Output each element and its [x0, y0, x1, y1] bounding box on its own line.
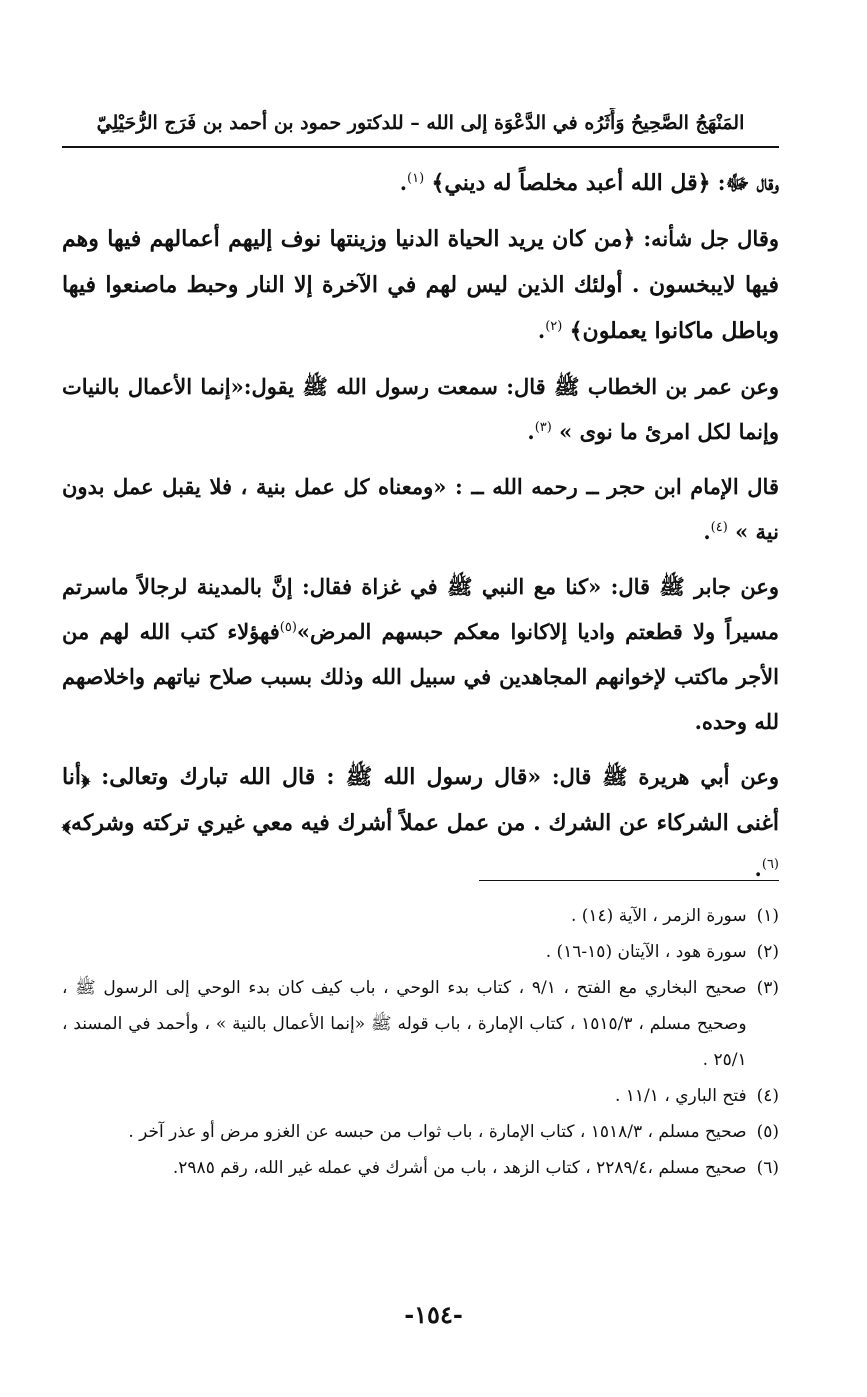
footnote-reference: (٢) [545, 319, 563, 334]
footnote-number: (١) [756, 906, 779, 926]
footnote [62, 1078, 779, 1114]
paragraph [62, 464, 779, 554]
footnote-text: صحيح مسلم ، ١٥١٨/٣ ، كتاب الإمارة ، باب ثواب من حبسه عن الغزو مرض أو عذر آخر . [128, 1122, 747, 1142]
paragraph [62, 160, 779, 206]
hadith-quote: «إنما الأعمال بالنيات وإنما لكل امرئ ما نوى » [62, 374, 779, 444]
footnote-text: صحيح مسلم ،٢٢٨٩/٤ ، كتاب الزهد ، باب من أشرك في عمله غير الله، رقم ٢٩٨٥. [172, 1158, 747, 1178]
paragraph-tail: . [754, 856, 762, 881]
footnote-text: سورة الزمر ، الآية (١٤) . [570, 906, 747, 926]
footnote-reference: (٤) [710, 520, 728, 535]
footnote-separator [479, 880, 779, 881]
paragraph-tail: . [537, 318, 546, 343]
footnote-text: صحيح البخاري مع الفتح ، ٩/١ ، كتاب بدء الوحي ، باب كيف كان بدء الوحي إلى الرسول ﷺ ، وصحيح مسلم ، ١٥١٥/٣ ، كتاب الإمارة ، باب قوله ﷺ «إنما الأعمال بالنية » ، وأحمد في المسند ، ٢٥/١ . [62, 978, 747, 1070]
paragraph-tail: . [399, 170, 408, 195]
footnote-number: (٥) [756, 1122, 779, 1142]
paragraph [62, 216, 779, 354]
paragraph-tail: فهؤلاء كتب الله لهم من الأجر ماكتب لإخوانهم المجاهدين في سبيل الله وذلك بسبب صلاح نياتهم واخلاصهم لله وحده. [62, 619, 779, 734]
footnote-reference: (٦) [761, 857, 779, 872]
paragraph-lead: قال الإمام ابن حجر ــ رحمه الله ــ : [446, 474, 779, 499]
quran-quote: ﴿قل الله أعبد مخلصاً له ديني﴾ [431, 170, 711, 196]
page-number: -١٥٤- [404, 1300, 463, 1329]
paragraph [62, 364, 779, 454]
hadith-quote: «كنا مع النبي ﷺ في غزاة فقال: إنَّ بالمدينة لرجالاً ماسرتم مسيراً ولا قطعتم واديا إلاكانوا معكم حبسهم المرض» [62, 574, 780, 644]
footnote-number: (٤) [756, 1086, 779, 1106]
paragraph [62, 564, 779, 744]
footnotes [62, 898, 779, 1186]
footnote [62, 1150, 779, 1186]
footnote-number: (٣) [756, 978, 779, 998]
footnote [62, 934, 779, 970]
paragraph-lead: وقال ﷻ: [710, 170, 779, 195]
paragraph-tail: . [527, 419, 535, 444]
quran-quote: ﴿من كان يريد الحياة الدنيا وزينتها نوف إليهم أعمالهم فيها وهم فيها لايبخسون . أولئك الذين ليس لهم في الآخرة إلا النار وحبط ماصنعوا فيها وباطل ماكانوا يعملون﴾ [62, 226, 779, 344]
main-text [62, 160, 779, 901]
paragraph [62, 754, 779, 891]
footnote-number: (٢) [756, 942, 779, 962]
footnote-reference: (٥) [279, 620, 297, 635]
scholar-quote: «ومعناه كل عمل بنية ، فلا يقبل عمل بدون نية » [62, 474, 779, 544]
paragraph-lead: وقال جل شأنه: [635, 226, 779, 251]
footnote-reference: (٣) [534, 420, 552, 435]
paragraph-lead: وعن أبي هريرة ﷺ قال: [541, 764, 779, 789]
footnote-text: سورة هود ، الآيتان (١٥-١٦) . [545, 942, 747, 962]
header-rule [62, 146, 779, 148]
running-header: المَنْهَجُ الصَّحِيحُ وَأَثَرُه في الدَّعْوَة إلى الله – للدكتور حمود بن أحمد بن فَرَج الرُّحَيْلِيّ [96, 112, 745, 134]
footnote-text: فتح الباري ، ١١/١ . [614, 1086, 747, 1106]
paragraph-lead: وعن جابر ﷺ قال: [601, 574, 780, 599]
footnote [62, 970, 779, 1078]
footnote [62, 898, 779, 934]
footnote [62, 1114, 779, 1150]
footnote-reference: (١) [407, 171, 425, 186]
paragraph-lead: وعن عمر بن الخطاب ﷺ قال: سمعت رسول الله ﷺ يقول: [243, 374, 780, 399]
paragraph-tail: . [703, 519, 711, 544]
footnote-number: (٦) [756, 1158, 779, 1178]
hadith-quote: «قال رسول الله ﷺ : قال الله تبارك وتعالى: ﴿أنا أغنى الشركاء عن الشرك . من عمل عملاً أشرك فيه معي غيري تركته وشركه﴾ [62, 764, 779, 836]
